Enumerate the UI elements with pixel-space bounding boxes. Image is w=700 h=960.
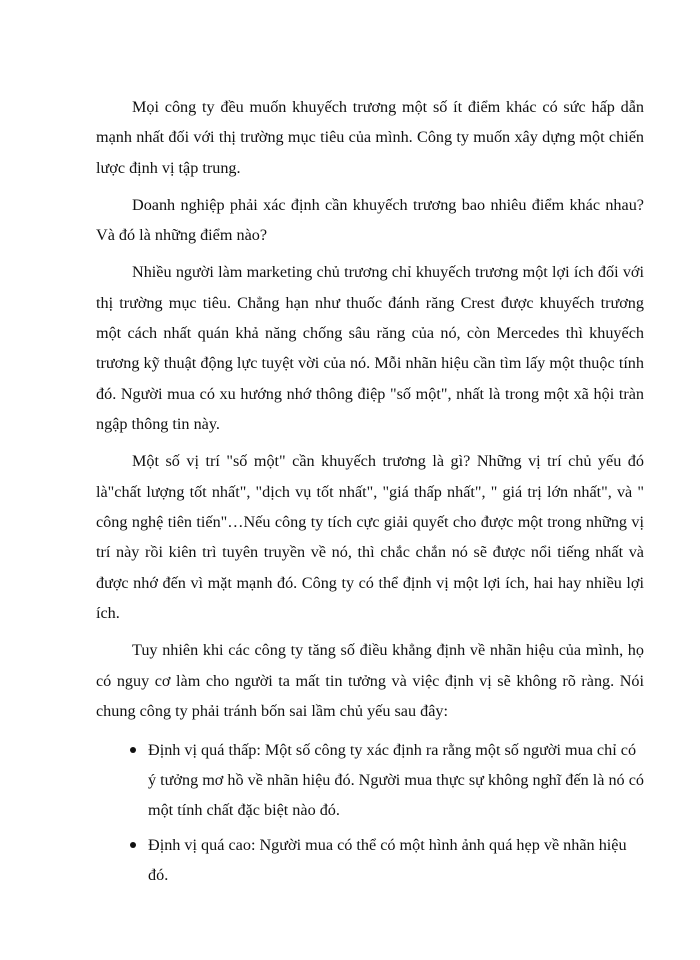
paragraph: Mọi công ty đều muốn khuyếch trương một số ít điểm khác có sức hấp dẫn mạnh nhất đối với thị trường mục tiêu của mình. Công ty muốn xây dựng một chiến lược định vị tập trung. [96,98,644,177]
list-item-text: Định vị quá cao: Người mua có thể có một hình ảnh quá hẹp về nhãn hiệu đó. [148,835,627,885]
bullet-icon [130,747,136,753]
paragraph: Doanh nghiệp phải xác định cần khuyếch trương bao nhiêu điểm khác nhau? Và đó là những điểm nào? [96,195,644,245]
document-body [96,92,644,895]
bullet-list [96,735,644,891]
list-item-text: Định vị quá thấp: Một số công ty xác định ra rằng một số người mua chỉ có ý tưởng mơ hồ về nhãn hiệu đó. Người mua thực sự không nghĩ đến là nó có một tính chất đặc biệt nào đó. [148,740,644,820]
paragraph: Tuy nhiên khi các công ty tăng số điều khẳng định về nhãn hiệu của mình, họ có nguy cơ làm cho người ta mất tin tưởng và việc định vị sẽ không rõ ràng. Nói chung công ty phải tránh bốn sai lầm chủ yếu sau đây: [96,641,644,721]
bullet-icon [130,842,136,848]
list-item [96,830,644,891]
paragraph: Một số vị trí "số một" cần khuyếch trương là gì? Những vị trí chủ yếu đó là"chất lượng tốt nhất", "dịch vụ tốt nhất", "giá thấp nhất", " giá trị lớn nhất", và " công nghệ tiên tiến"…Nếu công ty tích cực giải quyết cho được một trong những vị trí này rồi kiên trì tuyên truyền về nó, thì chắc chắn nó sẽ được nổi tiếng nhất và được nhớ đến vì mặt mạnh đó. Công ty có thể định vị một lợi ích, hai hay nhiều lợi ích. [96,452,644,623]
list-item [96,735,644,826]
paragraph: Nhiều người làm marketing chủ trương chỉ khuyếch trương một lợi ích đối với thị trường mục tiêu. Chẳng hạn như thuốc đánh răng Crest được khuyếch trương một cách nhất quán khả năng chống sâu răng của nó, còn Mercedes thì khuyếch trương kỹ thuật động lực tuyệt vời của nó. Mỗi nhãn hiệu cần tìm lấy một thuộc tính đó. Người mua có xu hướng nhớ thông điệp "số một", nhất là trong một xã hội tràn ngập thông tin này. [96,263,644,434]
